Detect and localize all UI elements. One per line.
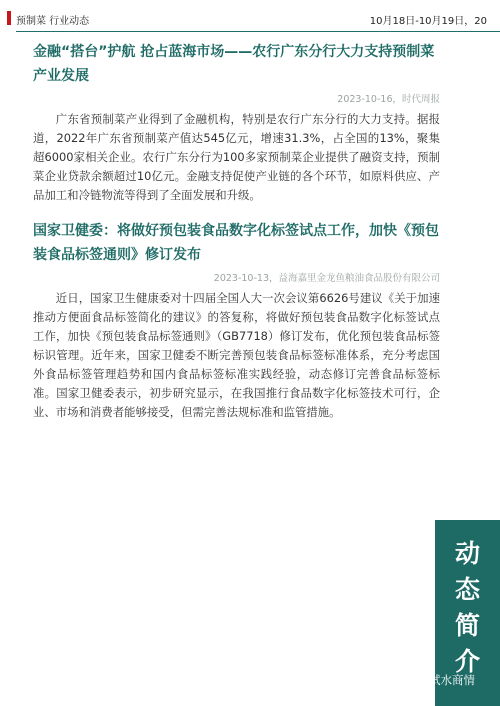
side-char: 态 [454,575,480,604]
side-char: 动 [454,539,480,568]
page-header [0,0,500,34]
article-meta: 2023-10-13，益海嘉里金龙鱼粮油食品股份有限公司 [213,273,440,284]
article-body: 近日，国家卫生健康委对十四届全国人大一次会议第6626号建议《关于加速推动方便面食品标签简化的建议》的答复称，将做好预包装食品数字化标签试点工作，加快《预包装食品标签通则》（GB7718）修订发布，优化预包装食品标签标识管理。近年来，国家卫健委不断完善预包装食品标签标准体系，充分考虑国外食品标签管理趋势和国内食品标签标准实践经验，动态修订完善食品标签标准。国家卫健委表示，初步研究显示，在我国推行食品数字化标签技术可行，企业、市场和消费者能够接受，但需完善法规标准和监管措施。 [33,291,440,419]
side-char: 简 [454,611,480,640]
article-body: 广东省预制菜产业得到了金融机构，特别是农行广东分行的大力支持。据报道，2022年广东省预制菜产值达545亿元，增速31.3%，占全国的13%，聚集超6000家相关企业。农行广东分行为100多家预制菜企业提供了融资支持，预制菜企业贷款余额超过10亿元。金融支持促使产业链的各个环节，如原料供应、产品加工和冷链物流等得到了全面发展和升级。 [33,112,440,202]
article-title[interactable]: 金融“搭台”护航 抢占蓝海市场——农行广东分行大力支持预制菜产业发展 [33,44,435,84]
side-panel-title [435,536,500,680]
article-meta: 2023-10-16，时代周报 [337,94,440,105]
side-char: 介 [454,647,480,676]
date-range: 10月18日-10月19日，20 [369,16,487,27]
header-red-marker [7,11,11,25]
article-title[interactable]: 国家卫健委：将做好预包装食品数字化标签试点工作，加快《预包装食品标签通则》修订发布 [33,223,439,263]
watermark [407,670,475,690]
article-2 [33,219,440,422]
header-divider [16,31,500,32]
section-label: 预制菜 行业动态 [16,16,90,27]
article-1 [33,40,440,205]
wechat-icon [407,673,425,687]
watermark-text: 试水商情 [429,673,475,687]
